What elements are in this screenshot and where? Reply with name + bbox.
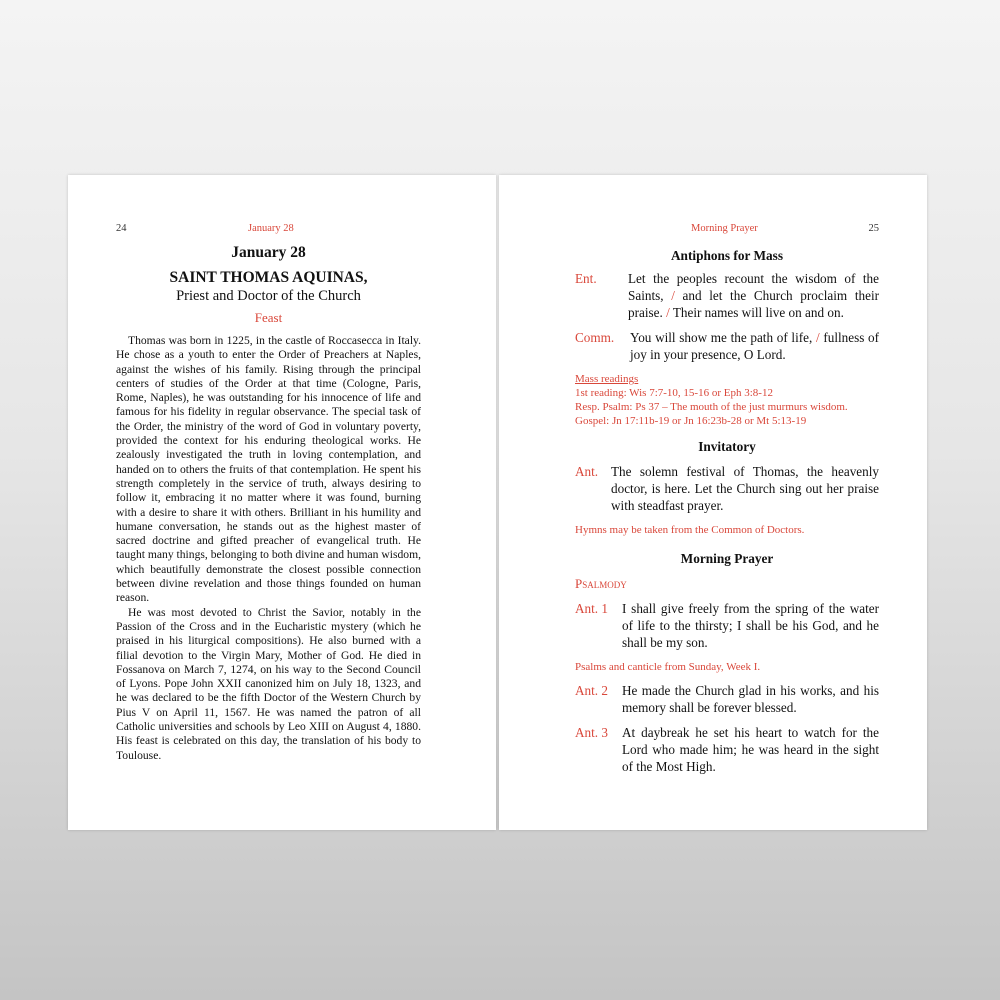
antiphon-2-text: He made the Church glad in his works, and his memory shall be forever blessed. bbox=[622, 683, 879, 715]
biography-paragraph: Thomas was born in 1225, in the castle of Roccasecca in Italy. He chose as a youth to enter the Order of Preachers at Naples, against the wishes of his family. Rising through the principal centers of studies of the Order at that time (Cologne, Paris, Rome, Naples), he was outstanding for his innocence of life and famous for his fidelity in regular observance. The special task of the Order, the ministry of the word of God in voluntary poverty, provided the context for his enduring theological works. He zealously investigated the truth in loving contemplation, and handed on to others the fruits of that contemplation. He spent his strength completely in the service of truth, always desiring to follow it, embracing it no matter where it was found, burning with a desire to share it with others. Brilliant in his humility and humane conversation, he stands out as the highest master of sacred doctrine and gifted preacher of evangelical truth. He taught many things, belonging to both divine and human wisdom, which beautifully demonstrate the closest possible connection between divine revelation and those things founded on human reason. bbox=[116, 334, 421, 605]
antiphon-3-text: At daybreak he set his heart to watch for the Lord who made him; he was heard in the sight of the Most High. bbox=[622, 725, 879, 774]
responsorial-psalm: Resp. Psalm: Ps 37 – The mouth of the just murmurs wisdom. bbox=[575, 401, 848, 413]
biography-paragraph: He was most devoted to Christ the Savior, notably in the Passion of the Cross and in the Eucharistic mystery (which he praised in his liturgical compositions). He also burned with a filial devotion to the Virgin Mary, Mother of God. He died in Fossanova on March 7, 1274, on his way to the Second Council of Lyons. Pope John XXII canonized him on July 18, 1323, and he was declared to be the fifth Doctor of the Western Church by Pius V on April 11, 1567. He was named the patron of all Catholic universities and schools by Leo XIII on August 4, 1880. His feast is celebrated on this day, the translation of his body to Toulouse. bbox=[116, 605, 421, 762]
psalmody-label: Psalmody bbox=[575, 576, 627, 591]
antiphon-3 bbox=[575, 724, 879, 775]
entrance-text: Let the peoples recount the wisdom of the Saints, / and let the Church proclaim their praise. / Their names will live on and on. bbox=[628, 271, 879, 320]
invitatory-label: Ant. bbox=[575, 464, 599, 479]
first-reading: 1st reading: Wis 7:7-10, 15-16 or Eph 3:8-12 bbox=[575, 387, 773, 399]
invitatory-heading: Invitatory bbox=[698, 439, 756, 454]
saint-subtitle: Priest and Doctor of the Church bbox=[176, 288, 361, 304]
hymns-note: Hymns may be taken from the Common of Doctors. bbox=[575, 524, 805, 536]
communion-label: Comm. bbox=[575, 330, 615, 345]
antiphon-2-label: Ant. 2 bbox=[575, 683, 608, 698]
right-page bbox=[499, 175, 927, 830]
communion-antiphon bbox=[575, 329, 879, 363]
page-number-right: 25 bbox=[868, 223, 879, 234]
mass-readings bbox=[575, 372, 879, 428]
entrance-label: Ent. bbox=[575, 271, 597, 286]
running-head-right: Morning Prayer bbox=[691, 223, 758, 234]
left-page bbox=[68, 175, 496, 830]
antiphon-1-label: Ant. 1 bbox=[575, 601, 608, 616]
date-heading: January 28 bbox=[231, 244, 306, 261]
psalms-note: Psalms and canticle from Sunday, Week I. bbox=[575, 661, 761, 673]
antiphon-3-label: Ant. 3 bbox=[575, 725, 608, 740]
morning-prayer-heading: Morning Prayer bbox=[680, 551, 774, 566]
communion-text: You will show me the path of life, / fullness of joy in your presence, O Lord. bbox=[630, 330, 880, 362]
invitatory-antiphon bbox=[575, 463, 879, 514]
running-head-left: January 28 bbox=[248, 223, 294, 234]
antiphon-1 bbox=[575, 600, 879, 651]
gospel-reading: Gospel: Jn 17:11b-19 or Jn 16:23b-28 or Mt 5:13-19 bbox=[575, 415, 807, 427]
antiphon-1-text: I shall give freely from the spring of the water of life to the thirsty; I shall be his God, and he shall be my son. bbox=[622, 601, 879, 650]
antiphon-2 bbox=[575, 682, 879, 716]
saint-name: SAINT THOMAS AQUINAS, bbox=[169, 269, 368, 286]
entrance-antiphon bbox=[575, 270, 879, 321]
feast-rank: Feast bbox=[254, 310, 283, 325]
invitatory-text: The solemn festival of Thomas, the heavenly doctor, is here. Let the Church sing out her praise with steadfast prayer. bbox=[611, 464, 879, 513]
antiphons-heading: Antiphons for Mass bbox=[670, 248, 784, 263]
mass-readings-label: Mass readings bbox=[575, 373, 639, 385]
page-number-left: 24 bbox=[116, 223, 127, 234]
